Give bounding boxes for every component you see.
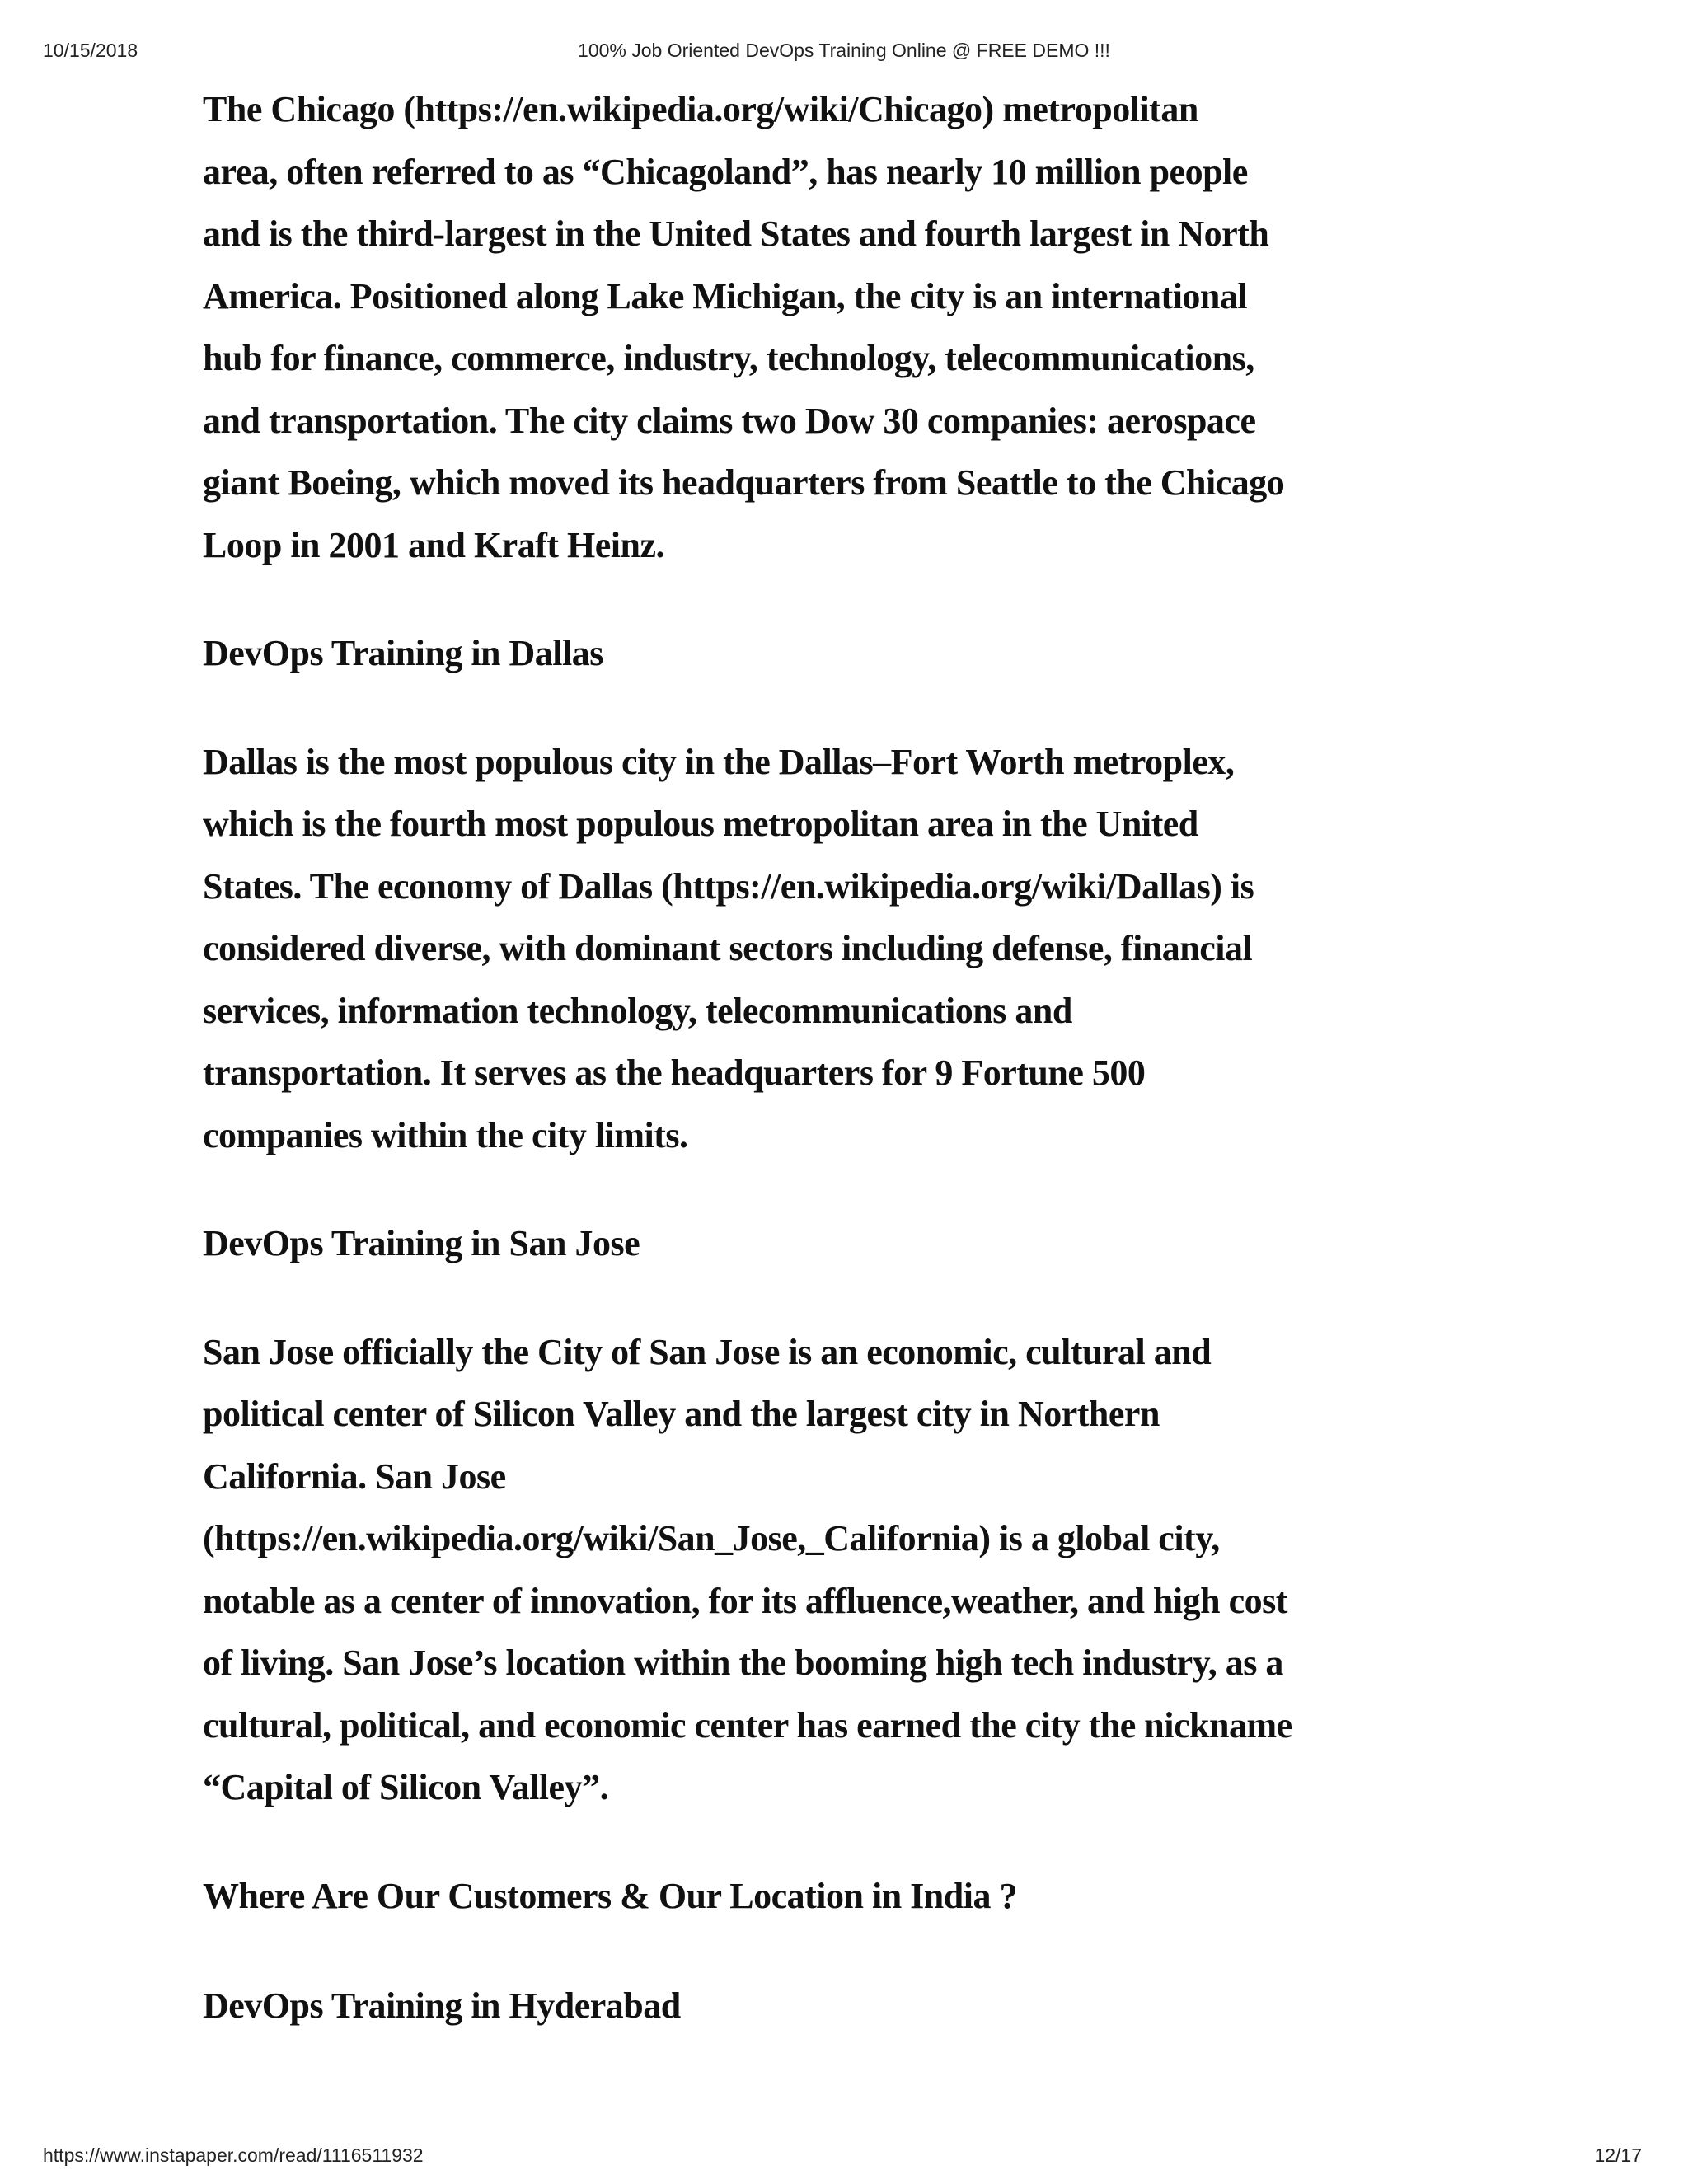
print-footer — [0, 2144, 1688, 2171]
print-header — [0, 40, 1688, 66]
dallas-paragraph: Dallas is the most populous city in the Dallas–Fort Worth metroplex, which is the fourth most populous metropolitan area in the United States. The economy of Dallas (https://en.wikipedia.org/wiki/Dallas) is considered diverse, with dominant sectors including defense, financial services, information technology, telecommunications and transportation. It serves as the headquarters for 9 Fortune 500 companies within the city limits. — [203, 741, 1254, 1155]
print-page-number: 12/17 — [1594, 2144, 1642, 2166]
san-jose-paragraph: San Jose officially the City of San Jose is an economic, cultural and political center of Silicon Valley and the largest city in Northern California. San Jose (https://en.wikipedia.org/wiki/San_Jose,_California) is a global city, notable as a center of innovation, for its affluence,weather, and high cost of living. San Jose’s location within the booming high tech industry, as a cultural, political, and economic center has earned the city the nickname “Capital of Silicon Valley”. — [203, 1331, 1292, 1807]
print-page-title: 100% Job Oriented DevOps Training Online @ FREE DEMO !!! — [578, 40, 1110, 61]
chicago-paragraph: The Chicago (https://en.wikipedia.org/wiki/Chicago) metropolitan area, often referred to as “Chicagoland”, has nearly 10 million people and is the third-largest in the United States and fourth largest in North America. Positioned along Lake Michigan, the city is an international hub for finance, commerce, industry, technology, telecommunications, and transportation. The city claims two Dow 30 companies: aerospace giant Boeing, which moved its headquarters from Seattle to the Chicago Loop in 2001 and Kraft Heinz. — [203, 89, 1285, 565]
dallas-heading: DevOps Training in Dallas — [203, 633, 603, 673]
san-jose-heading: DevOps Training in San Jose — [203, 1223, 640, 1263]
print-date: 10/15/2018 — [43, 40, 138, 61]
print-source-url: https://www.instapaper.com/read/1116511932 — [43, 2144, 424, 2166]
article-body — [203, 78, 1522, 2037]
india-locations-heading: Where Are Our Customers & Our Location in India ? — [203, 1875, 1017, 1916]
hyderabad-heading: DevOps Training in Hyderabad — [203, 1985, 681, 2026]
